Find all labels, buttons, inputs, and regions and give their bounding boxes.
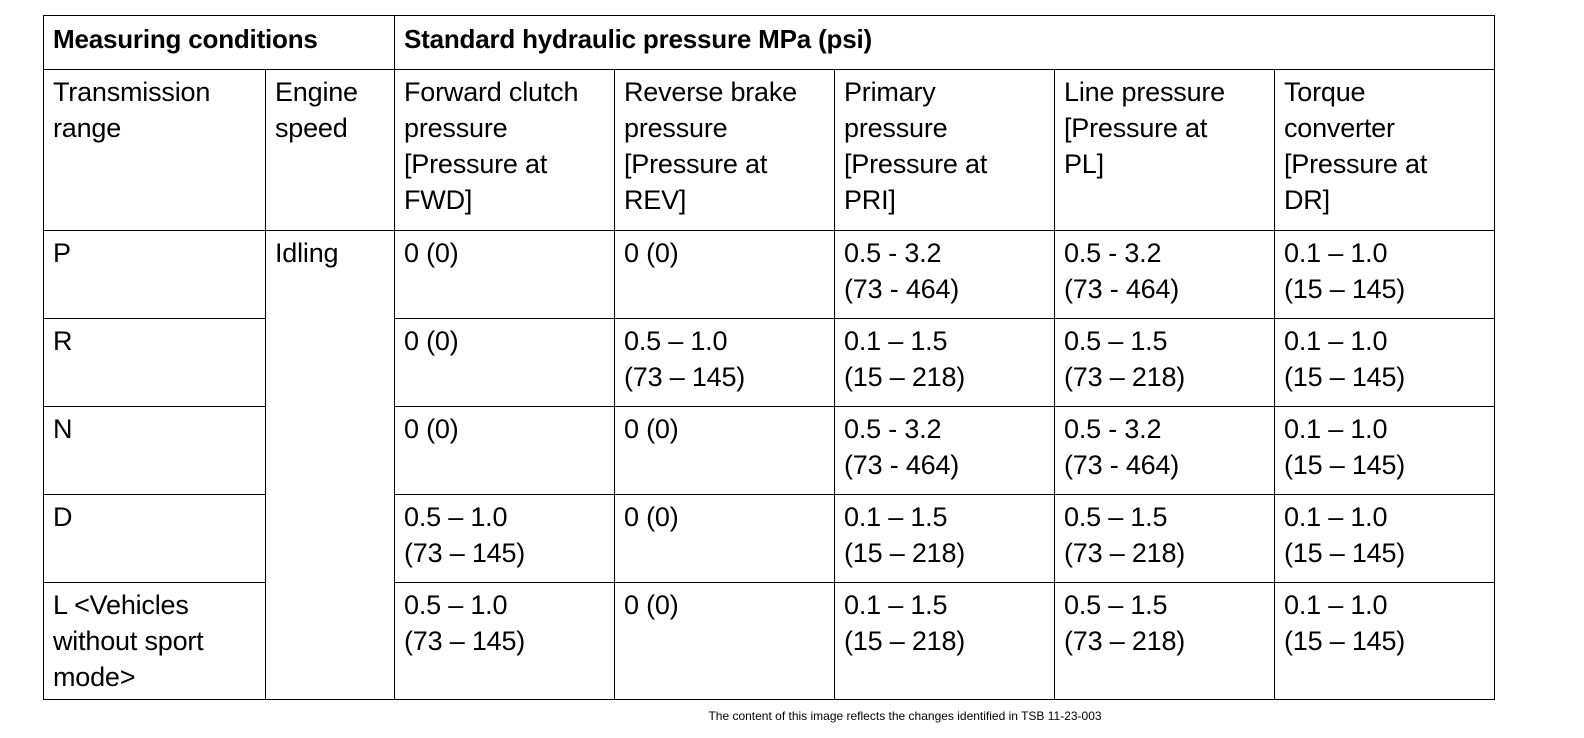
engine-speed-cell: Idling [266, 231, 395, 700]
pri-cell: 0.1 – 1.5 (15 – 218) [835, 319, 1055, 407]
measuring-conditions-header: Measuring conditions [44, 16, 395, 70]
range-cell: D [44, 495, 266, 583]
table-row-p [44, 231, 1495, 319]
rev-cell: 0 (0) [615, 407, 835, 495]
tsb-footnote: The content of this image reflects the changes identified in TSB 11-23-003 [708, 709, 1102, 723]
dr-cell: 0.1 – 1.0 (15 – 145) [1275, 407, 1495, 495]
column-header-row [44, 70, 1495, 231]
torque-converter-header: Torque converter [Pressure at DR] [1275, 70, 1495, 231]
rev-cell: 0.5 – 1.0 (73 – 145) [615, 319, 835, 407]
line-pressure-header: Line pressure [Pressure at PL] [1055, 70, 1275, 231]
primary-pressure-header: Primary pressure [Pressure at PRI] [835, 70, 1055, 231]
fwd-cell: 0 (0) [395, 319, 615, 407]
table-row-n [44, 407, 1495, 495]
pri-cell: 0.1 – 1.5 (15 – 218) [835, 495, 1055, 583]
rev-cell: 0 (0) [615, 495, 835, 583]
dr-cell: 0.1 – 1.0 (15 – 145) [1275, 583, 1495, 700]
hydraulic-pressure-table [43, 15, 1495, 700]
standard-pressure-header: Standard hydraulic pressure MPa (psi) [395, 16, 1495, 70]
pri-cell: 0.1 – 1.5 (15 – 218) [835, 583, 1055, 700]
range-cell: L <Vehicles without sport mode> [44, 583, 266, 700]
pl-cell: 0.5 – 1.5 (73 – 218) [1055, 319, 1275, 407]
pri-cell: 0.5 - 3.2 (73 - 464) [835, 407, 1055, 495]
range-cell: R [44, 319, 266, 407]
fwd-cell: 0.5 – 1.0 (73 – 145) [395, 583, 615, 700]
fwd-cell: 0 (0) [395, 231, 615, 319]
rev-cell: 0 (0) [615, 231, 835, 319]
engine-speed-header: Engine speed [266, 70, 395, 231]
forward-clutch-pressure-header: Forward clutch pressure [Pressure at FWD] [395, 70, 615, 231]
fwd-cell: 0.5 – 1.0 (73 – 145) [395, 495, 615, 583]
transmission-range-header: Transmission range [44, 70, 266, 231]
dr-cell: 0.1 – 1.0 (15 – 145) [1275, 231, 1495, 319]
table-row-d [44, 495, 1495, 583]
range-cell: N [44, 407, 266, 495]
table-header-row [44, 16, 1495, 70]
dr-cell: 0.1 – 1.0 (15 – 145) [1275, 495, 1495, 583]
table-row-l [44, 583, 1495, 700]
reverse-brake-pressure-header: Reverse brake pressure [Pressure at REV] [615, 70, 835, 231]
rev-cell: 0 (0) [615, 583, 835, 700]
pl-cell: 0.5 - 3.2 (73 - 464) [1055, 407, 1275, 495]
range-cell: P [44, 231, 266, 319]
dr-cell: 0.1 – 1.0 (15 – 145) [1275, 319, 1495, 407]
pri-cell: 0.5 - 3.2 (73 - 464) [835, 231, 1055, 319]
fwd-cell: 0 (0) [395, 407, 615, 495]
pl-cell: 0.5 – 1.5 (73 – 218) [1055, 583, 1275, 700]
table-row-r [44, 319, 1495, 407]
pl-cell: 0.5 - 3.2 (73 - 464) [1055, 231, 1275, 319]
pl-cell: 0.5 – 1.5 (73 – 218) [1055, 495, 1275, 583]
